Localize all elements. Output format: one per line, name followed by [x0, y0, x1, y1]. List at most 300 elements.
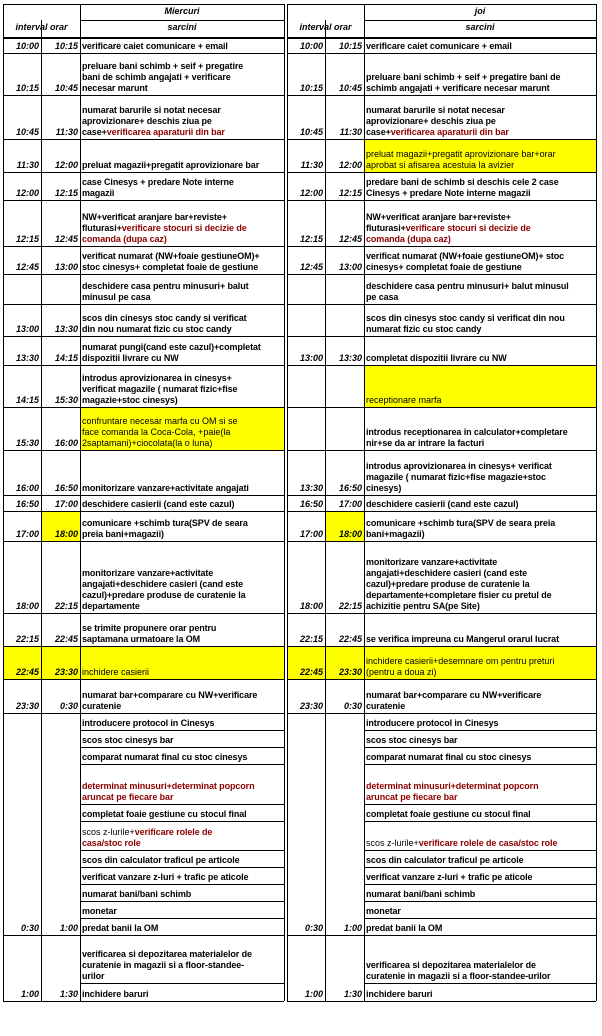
start-time-text: 12:45: [299, 262, 323, 272]
grid-line: [364, 747, 596, 748]
task-line: [82, 838, 282, 849]
end-time-right: [325, 679, 364, 713]
task-text: scos z-lurile+: [82, 827, 135, 837]
end-time-text: 23:30: [338, 667, 362, 677]
task-text: verificat vanzare z-luri + trafic pe aticole: [82, 872, 249, 882]
end-time-right: [325, 613, 364, 646]
task-text: aprovizionare+ deschis ziua pe: [366, 116, 496, 126]
grid-line: [287, 139, 596, 140]
end-time-text: 10:45: [338, 83, 362, 93]
end-time-text: 12:15: [338, 188, 362, 198]
task-cell-left: [80, 747, 284, 764]
task-line: [82, 116, 282, 127]
end-time-text: 22:15: [54, 601, 78, 611]
start-time-text: 12:15: [15, 234, 39, 244]
task-text: scos din calculator traficul pe articole: [366, 855, 524, 865]
start-time-text: 14:15: [15, 395, 39, 405]
task-text: NW+verificat aranjare bar+reviste+: [366, 212, 511, 222]
task-text: curatenie: [366, 701, 406, 711]
task-line: [366, 353, 594, 364]
grid-line: [3, 1001, 284, 1002]
task-line: [82, 579, 282, 590]
task-line: [366, 472, 594, 483]
task-line: [366, 313, 594, 324]
task-text: curatenie in magazii si a floor-standee-: [82, 960, 245, 970]
grid-line: [364, 764, 596, 765]
task-line: [82, 72, 282, 83]
grid-line: [364, 901, 596, 902]
end-time-text: 13:30: [54, 324, 78, 334]
task-text: Cinesys + predare Note interne magazii: [366, 188, 531, 198]
task-cell-left: [80, 407, 284, 450]
task-warning-text: verificare rolele de casa/stoc role: [418, 838, 558, 848]
task-text: preluat magazii+pregatit aprovizionare bar: [82, 160, 260, 170]
task-line: [82, 781, 282, 792]
start-time-left: [3, 511, 41, 541]
task-text: inchidere casierii: [82, 667, 150, 677]
task-text: NW+verificat aranjare bar+reviste+: [82, 212, 227, 222]
task-line: [366, 292, 594, 303]
task-text: cinesys+ completat foaie de gestiune: [366, 262, 522, 272]
task-line: [82, 827, 282, 838]
end-time-text: 18:00: [338, 529, 362, 539]
start-time-text: 12:15: [299, 234, 323, 244]
grid-line: [364, 804, 596, 805]
task-text: curatenie in magazii si a floor-standee-urilor: [366, 971, 551, 981]
task-warning-text: comanda (dupa caz): [366, 234, 451, 244]
end-time-text: 13:30: [338, 353, 362, 363]
task-cell-left: [80, 867, 284, 884]
task-cell-right: [364, 450, 596, 495]
start-time-text: 16:50: [15, 499, 39, 509]
end-time-left: [41, 713, 80, 935]
task-cell-left: [80, 365, 284, 407]
grid-line: [3, 495, 284, 496]
start-time-right: [287, 450, 325, 495]
start-time-text: 17:00: [15, 529, 39, 539]
end-time-text: 12:15: [54, 188, 78, 198]
grid-line: [3, 53, 284, 54]
task-text: receptionare marfa: [366, 395, 442, 405]
task-line: [366, 690, 594, 701]
end-time-right: [325, 95, 364, 139]
task-cell-left: [80, 38, 284, 53]
start-time-right: [287, 53, 325, 95]
end-time-left: [41, 646, 80, 679]
task-line: [82, 590, 282, 601]
task-text: preluare bani schimb + seif + pregatire: [82, 61, 244, 71]
task-text: completat foaie gestiune cu stocul final: [366, 809, 531, 819]
task-text: aprobat si afisarea acestuia la avizier: [366, 160, 515, 170]
task-line: [366, 701, 594, 712]
day-header-left: Miercuri: [164, 6, 200, 16]
task-line: [366, 83, 594, 94]
task-line: [82, 623, 282, 634]
task-cell-left: [80, 511, 284, 541]
task-line: [82, 223, 282, 234]
task-warning-text: comanda (dupa caz): [82, 234, 167, 244]
start-time-right: [287, 304, 325, 336]
grid-line: [3, 336, 284, 337]
end-time-text: 10:45: [54, 83, 78, 93]
task-line: [366, 212, 594, 223]
task-cell-left: [80, 200, 284, 246]
end-time-text: 14:15: [54, 353, 78, 363]
task-text: magazii: [82, 188, 115, 198]
task-line: [82, 212, 282, 223]
start-time-left: [3, 274, 41, 304]
task-text: verificarea si depozitarea materialelor de: [82, 949, 252, 959]
task-line: [82, 855, 282, 866]
end-time-right: [325, 172, 364, 200]
end-time-text: 12:00: [54, 160, 78, 170]
task-text: monetar: [366, 906, 401, 916]
task-cell-left: [80, 850, 284, 867]
task-cell-right: [364, 918, 596, 935]
task-line: [366, 557, 594, 568]
task-line: [366, 72, 594, 83]
task-text: introdus aprovizionarea in cinesys+: [82, 373, 232, 383]
task-text: comunicare +schimb tura(SPV de seara preia: [366, 518, 556, 528]
start-time-right: [287, 38, 325, 53]
grid-line: [3, 274, 284, 275]
task-cell-left: [80, 764, 284, 804]
start-time-text: 10:00: [299, 41, 323, 51]
task-line: [366, 872, 594, 883]
grid-line: [80, 730, 284, 731]
task-cell-right: [364, 867, 596, 884]
start-time-text: 1:00: [304, 989, 323, 999]
task-line: [82, 735, 282, 746]
task-text: 2saptamani)+ciocolata(la o luna): [82, 438, 213, 448]
start-time-text: 10:15: [15, 83, 39, 93]
end-time-right: [325, 365, 364, 407]
grid-line: [3, 646, 284, 647]
task-text: nir+se da ar intrare la facturi: [366, 438, 485, 448]
end-time-right: [325, 713, 364, 935]
task-text: numarat fizic cu stoc candy: [366, 324, 482, 334]
end-time-right: [325, 53, 364, 95]
task-text: inchidere baruri: [366, 989, 433, 999]
task-text: scos stoc cinesys bar: [82, 735, 174, 745]
task-warning-text: verificare stocuri si decizie de: [121, 223, 247, 233]
task-line: [366, 634, 594, 645]
task-text: cazul)+predare produse de curatenie la: [82, 590, 246, 600]
start-time-text: 10:00: [15, 41, 39, 51]
task-text: scos stoc cinesys bar: [366, 735, 458, 745]
grid-line: [80, 901, 284, 902]
task-line: [366, 483, 594, 494]
end-time-right: [325, 246, 364, 274]
end-time-text: 15:30: [54, 395, 78, 405]
task-text: deschidere casierii (cand este cazul): [366, 499, 519, 509]
task-text: pe casa: [366, 292, 399, 302]
task-line: [82, 281, 282, 292]
grid-line: [3, 679, 284, 680]
task-text: numarat pungi(cand este cazul)+completat: [82, 342, 261, 352]
grid-line: [287, 95, 596, 96]
interval-header-right: interval orar: [299, 22, 352, 32]
end-time-left: [41, 53, 80, 95]
start-time-left: [3, 646, 41, 679]
tasks-header-right: sarcini: [465, 22, 495, 32]
task-line: [82, 384, 282, 395]
end-time-left: [41, 679, 80, 713]
task-line: [82, 262, 282, 273]
end-time-left: [41, 274, 80, 304]
task-text: departamente: [82, 601, 140, 611]
grid-line: [287, 4, 596, 5]
end-time-right: [325, 304, 364, 336]
task-text: fluturasi+: [82, 223, 122, 233]
task-line: [366, 590, 594, 601]
task-cell-right: [364, 764, 596, 804]
start-time-text: 16:00: [15, 483, 39, 493]
task-line: [366, 160, 594, 171]
task-cell-right: [364, 713, 596, 730]
end-time-text: 11:30: [339, 127, 362, 137]
task-cell-left: [80, 246, 284, 274]
end-time-right: [325, 200, 364, 246]
end-time-left: [41, 139, 80, 172]
task-text: monetar: [82, 906, 117, 916]
task-cell-right: [364, 821, 596, 850]
task-cell-right: [364, 901, 596, 918]
grid-line: [80, 867, 284, 868]
grid-line: [80, 4, 81, 1001]
task-text: fluturasi+: [366, 223, 406, 233]
task-warning-text: verificare stocuri si decizie de: [405, 223, 531, 233]
task-cell-left: [80, 918, 284, 935]
task-cell-right: [364, 407, 596, 450]
end-time-text: 11:30: [55, 127, 78, 137]
task-text: monitorizare vanzare+activitate angajati: [82, 483, 249, 493]
task-warning-text: verificarea aparaturii din bar: [390, 127, 509, 137]
task-line: [82, 634, 282, 645]
task-text: case+: [366, 127, 391, 137]
task-line: [366, 395, 594, 406]
task-text: curatenie: [82, 701, 122, 711]
end-time-right: [325, 935, 364, 1001]
task-line: [82, 809, 282, 820]
task-text: bani+magazii): [366, 529, 425, 539]
task-cell-left: [80, 95, 284, 139]
start-time-right: [287, 679, 325, 713]
day-header-right: joi: [474, 6, 486, 16]
task-cell-left: [80, 935, 284, 983]
task-line: [82, 127, 282, 138]
end-time-text: 10:15: [54, 41, 78, 51]
task-line: [366, 718, 594, 729]
task-text: schimb angajati + verificare necesar marunt: [366, 83, 550, 93]
start-time-left: [3, 935, 41, 1001]
task-text: introducere protocol in Cinesys: [82, 718, 215, 728]
end-time-text: 22:45: [338, 634, 362, 644]
start-time-text: 13:00: [299, 353, 323, 363]
task-cell-right: [364, 935, 596, 983]
start-time-right: [287, 495, 325, 511]
end-time-left: [41, 450, 80, 495]
task-line: [366, 656, 594, 667]
end-time-text: 0:30: [59, 701, 78, 711]
start-time-right: [287, 613, 325, 646]
task-line: [366, 889, 594, 900]
task-text: verificarea si depozitarea materialelor de: [366, 960, 536, 970]
grid-line: [287, 200, 596, 201]
task-cell-right: [364, 541, 596, 613]
task-cell-right: [364, 274, 596, 304]
end-time-left: [41, 172, 80, 200]
task-text: verificat numarat (NW+foaie gestiuneOM)+ stoc: [366, 251, 565, 261]
task-cell-right: [364, 730, 596, 747]
start-time-text: 18:00: [299, 601, 323, 611]
task-line: [82, 353, 282, 364]
task-line: [82, 923, 282, 934]
task-line: [82, 960, 282, 971]
task-line: [82, 324, 282, 335]
end-time-text: 12:45: [54, 234, 78, 244]
task-text: predat banii la OM: [366, 923, 443, 933]
task-text: deschidere casierii (cand este cazul): [82, 499, 235, 509]
task-text: necesar marunt: [82, 83, 148, 93]
task-cell-left: [80, 730, 284, 747]
start-time-right: [287, 511, 325, 541]
task-text: stoc cinesys+ completat foaie de gestiune: [82, 262, 259, 272]
task-cell-right: [364, 200, 596, 246]
end-time-text: 0:30: [343, 701, 362, 711]
task-line: [366, 923, 594, 934]
end-time-right: [325, 511, 364, 541]
task-text: din nou numarat fizic cu stoc candy: [82, 324, 232, 334]
end-time-text: 12:45: [338, 234, 362, 244]
start-time-right: [287, 172, 325, 200]
grid-line: [287, 304, 596, 305]
task-text: angajati+deschidere casieri (cand este: [366, 568, 528, 578]
start-time-right: [287, 139, 325, 172]
task-line: [82, 499, 282, 510]
task-line: [366, 427, 594, 438]
task-text: introdus receptionarea in calculator+completare: [366, 427, 568, 437]
start-time-text: 10:15: [299, 83, 323, 93]
end-time-text: 1:30: [343, 989, 362, 999]
start-time-text: 10:45: [15, 127, 39, 137]
task-cell-right: [364, 747, 596, 764]
start-time-text: 0:30: [304, 923, 323, 933]
grid-line: [3, 713, 284, 714]
task-cell-right: [364, 983, 596, 1001]
task-text: case Cinesys + predare Note interne: [82, 177, 234, 187]
task-line: [82, 292, 282, 303]
task-line: [82, 234, 282, 245]
task-line: [82, 438, 282, 449]
task-text: numarat barurile si notat necesar: [366, 105, 505, 115]
start-time-text: 13:30: [15, 353, 39, 363]
task-cell-right: [364, 613, 596, 646]
task-text: verificare caiet comunicare + email: [366, 41, 512, 51]
task-line: [82, 188, 282, 199]
task-line: [366, 568, 594, 579]
grid-line: [80, 918, 284, 919]
task-line: [366, 735, 594, 746]
end-time-text: 13:00: [338, 262, 362, 272]
task-line: [82, 601, 282, 612]
grid-line: [80, 804, 284, 805]
start-time-left: [3, 200, 41, 246]
start-time-text: 23:30: [299, 701, 323, 711]
end-time-text: 10:15: [338, 41, 362, 51]
grid-line: [364, 821, 596, 822]
task-text: introducere protocol in Cinesys: [366, 718, 499, 728]
task-text: monitorizare vanzare+activitate: [82, 568, 214, 578]
task-line: [366, 262, 594, 273]
end-time-text: 17:00: [54, 499, 78, 509]
task-line: [366, 223, 594, 234]
grid-line: [3, 4, 284, 5]
task-warning-text: determinat minusuri+determinat popcorn: [82, 781, 255, 791]
task-line: [366, 41, 594, 52]
grid-line: [364, 20, 596, 21]
end-time-left: [41, 246, 80, 274]
task-text: verificat magazile ( numarat fizic+fise: [82, 384, 238, 394]
grid-line: [287, 53, 596, 54]
task-line: [82, 667, 282, 678]
start-time-left: [3, 38, 41, 53]
start-time-text: 17:00: [299, 529, 323, 539]
task-text: saptamana urmatoare la OM: [82, 634, 201, 644]
task-cell-right: [364, 850, 596, 867]
task-line: [366, 960, 594, 971]
start-time-right: [287, 646, 325, 679]
task-line: [366, 906, 594, 917]
start-time-left: [3, 95, 41, 139]
task-cell-right: [364, 139, 596, 172]
task-text: magazie+stoc cinesys): [82, 395, 178, 405]
task-line: [82, 395, 282, 406]
task-text: case+: [82, 127, 107, 137]
task-line: [366, 792, 594, 803]
grid-line: [3, 365, 284, 366]
task-warning-text: verificare rolele de: [134, 827, 213, 837]
task-cell-left: [80, 541, 284, 613]
task-line: [82, 427, 282, 438]
task-line: [366, 127, 594, 138]
start-time-right: [287, 95, 325, 139]
end-time-right: [325, 541, 364, 613]
task-text: aprovizionare+ deschis ziua pe: [82, 116, 212, 126]
task-cell-left: [80, 713, 284, 730]
grid-line: [287, 935, 596, 936]
task-line: [366, 188, 594, 199]
task-cell-left: [80, 139, 284, 172]
end-time-left: [41, 495, 80, 511]
grid-line: [287, 1001, 596, 1002]
task-cell-right: [364, 679, 596, 713]
end-time-left: [41, 613, 80, 646]
start-time-right: [287, 274, 325, 304]
start-time-text: 18:00: [15, 601, 39, 611]
grid-line: [287, 246, 596, 247]
task-line: [82, 906, 282, 917]
task-text: urilor: [82, 971, 105, 981]
task-cell-right: [364, 884, 596, 901]
start-time-right: [287, 541, 325, 613]
end-time-text: 23:30: [54, 667, 78, 677]
task-line: [366, 752, 594, 763]
end-time-text: 1:00: [59, 923, 78, 933]
task-line: [366, 105, 594, 116]
task-cell-left: [80, 646, 284, 679]
task-line: [366, 838, 594, 849]
